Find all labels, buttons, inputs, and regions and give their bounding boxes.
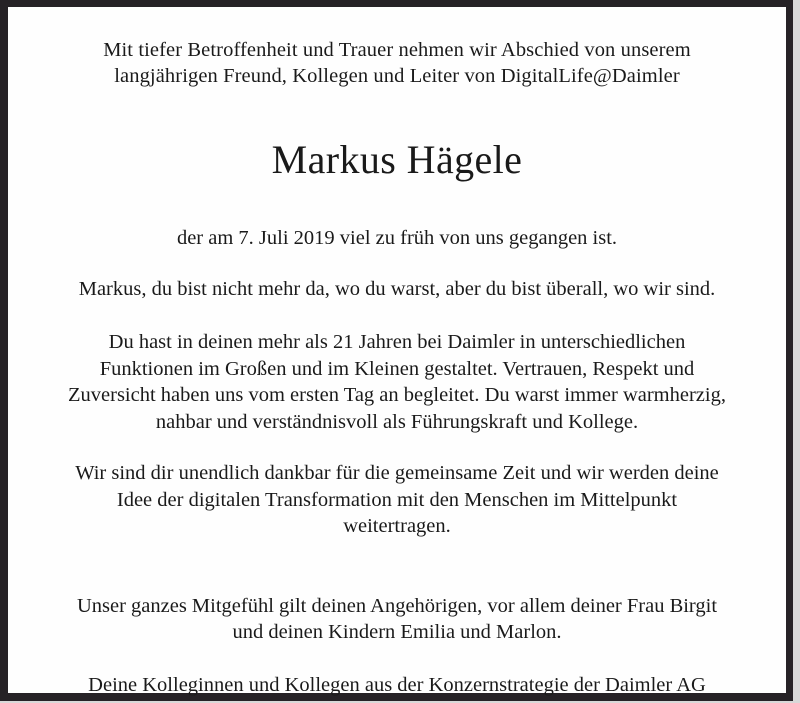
gratitude-paragraph [26,460,768,540]
intro-line-2: langjährigen Freund, Kollegen und Leiter von DigitalLife@Daimler [114,65,680,87]
gratitude-line-1: Wir sind dir unendlich dankbar für die gemeinsame Zeit und wir werden deine [75,462,719,484]
tribute-paragraph [26,329,768,435]
gratitude-line-2: Idee der digitalen Transformation mit den Menschen im Mittelpunkt [116,488,678,511]
intro-line-1: Mit tiefer Betroffenheit und Trauer nehmen wir Abschied von unserem [103,39,691,61]
deceased-name: Markus Hägele [271,137,523,182]
tribute-line-3: Zuversicht haben uns vom ersten Tag an begleitet. Du warst immer warmherzig, [68,384,726,406]
intro-text [26,7,768,89]
signature-line: Deine Kolleginnen und Kollegen aus der Konzernstrategie der Daimler AG [88,673,706,696]
condolence-line-1: Unser ganzes Mitgefühl gilt deinen Angehörigen, vor allem deiner Frau Birgit [76,594,718,617]
gratitude-line-3: weitertragen. [343,515,451,537]
condolence-paragraph [26,593,768,646]
date-of-death-line: der am 7. Juli 2019 viel zu früh von uns gegangen ist. [176,227,618,249]
tribute-line-1: Du hast in deinen mehr als 21 Jahren bei Daimler in unterschiedlichen [108,331,686,353]
tribute-line-2: Funktionen im Großen und im Kleinen gestaltet. Vertrauen, Respekt und [99,357,695,380]
notice-content [8,7,786,696]
condolence-line-2: und deinen Kindern Emilia und Marlon. [232,621,562,643]
memory-quote-line: Markus, du bist nicht mehr da, wo du warst, aber du bist überall, wo wir sind. [78,278,716,300]
tribute-line-4: nahbar und verständnisvoll als Führungskraft und Kollege. [155,410,639,433]
